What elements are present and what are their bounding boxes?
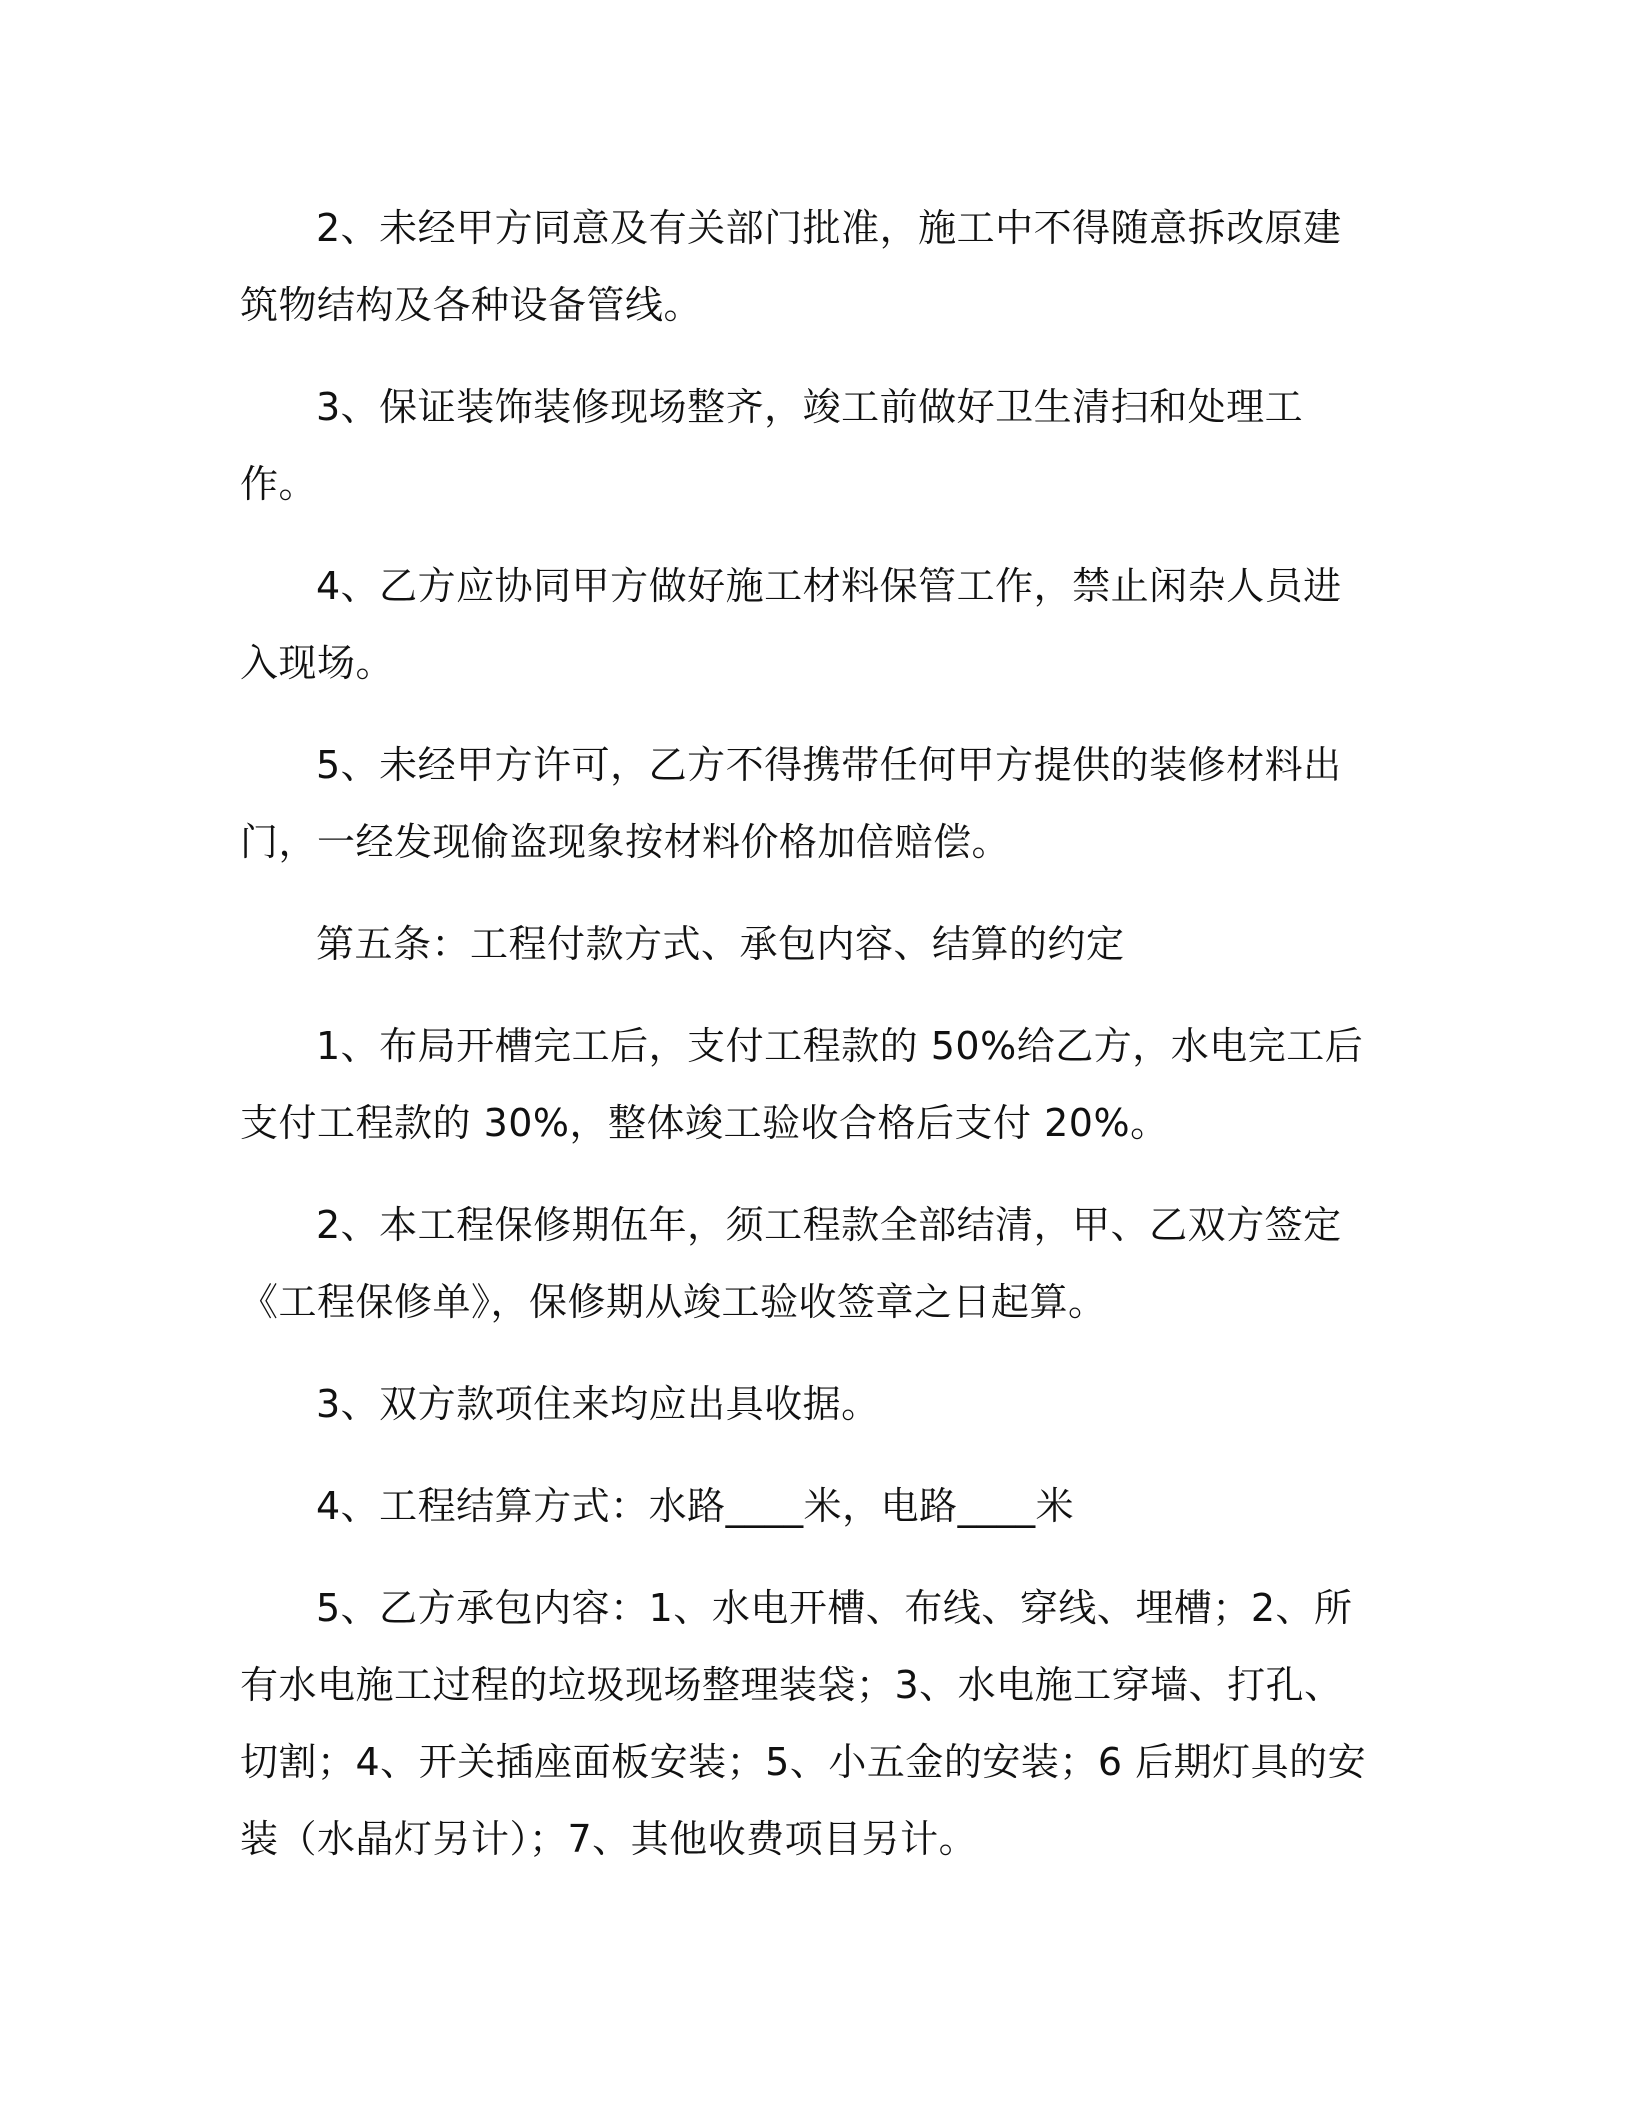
paragraph-clause-3: 3、保证装饰装修现场整齐，竣工前做好卫生清扫和处理工作。: [240, 385, 1304, 506]
paragraph-settlement-4: 4、工程结算方式：水路____米，电路____米: [316, 1484, 1075, 1528]
paragraph-clause-4: 4、乙方应协同甲方做好施工材料保管工作，禁止闲杂人员进入现场。: [240, 564, 1342, 685]
paragraph-receipts-3: 3、双方款项住来均应出具收据。: [316, 1382, 880, 1426]
paragraph-payment-1: 1、布局开槽完工后，支付工程款的 50%给乙方，水电完工后支付工程款的 30%，整体竣工验收合格后支付 20%。: [240, 1024, 1364, 1145]
paragraph-clause-2: 2、未经甲方同意及有关部门批准，施工中不得随意拆改原建筑物结构及各种设备管线。: [240, 206, 1342, 327]
paragraph-clause-5: 5、未经甲方许可，乙方不得携带任何甲方提供的装修材料出门，一经发现偷盗现象按材料价格加倍赔偿。: [240, 743, 1342, 864]
document-body: [240, 190, 1378, 1903]
paragraph-warranty-2: 2、本工程保修期伍年，须工程款全部结清，甲、乙双方签定《工程保修单》，保修期从竣工验收签章之日起算。: [240, 1203, 1342, 1324]
section-heading-article-5: 第五条：工程付款方式、承包内容、结算的约定: [316, 922, 1125, 966]
paragraph-scope-5: 5、乙方承包内容：1、水电开槽、布线、穿线、埋槽；2、所有水电施工过程的垃圾现场整理装袋；3、水电施工穿墙、打孔、切割；4、开关插座面板安装；5、小五金的安装；6 后期灯具的安装（水晶灯另计）；7、其他收费项目另计。: [240, 1586, 1367, 1861]
